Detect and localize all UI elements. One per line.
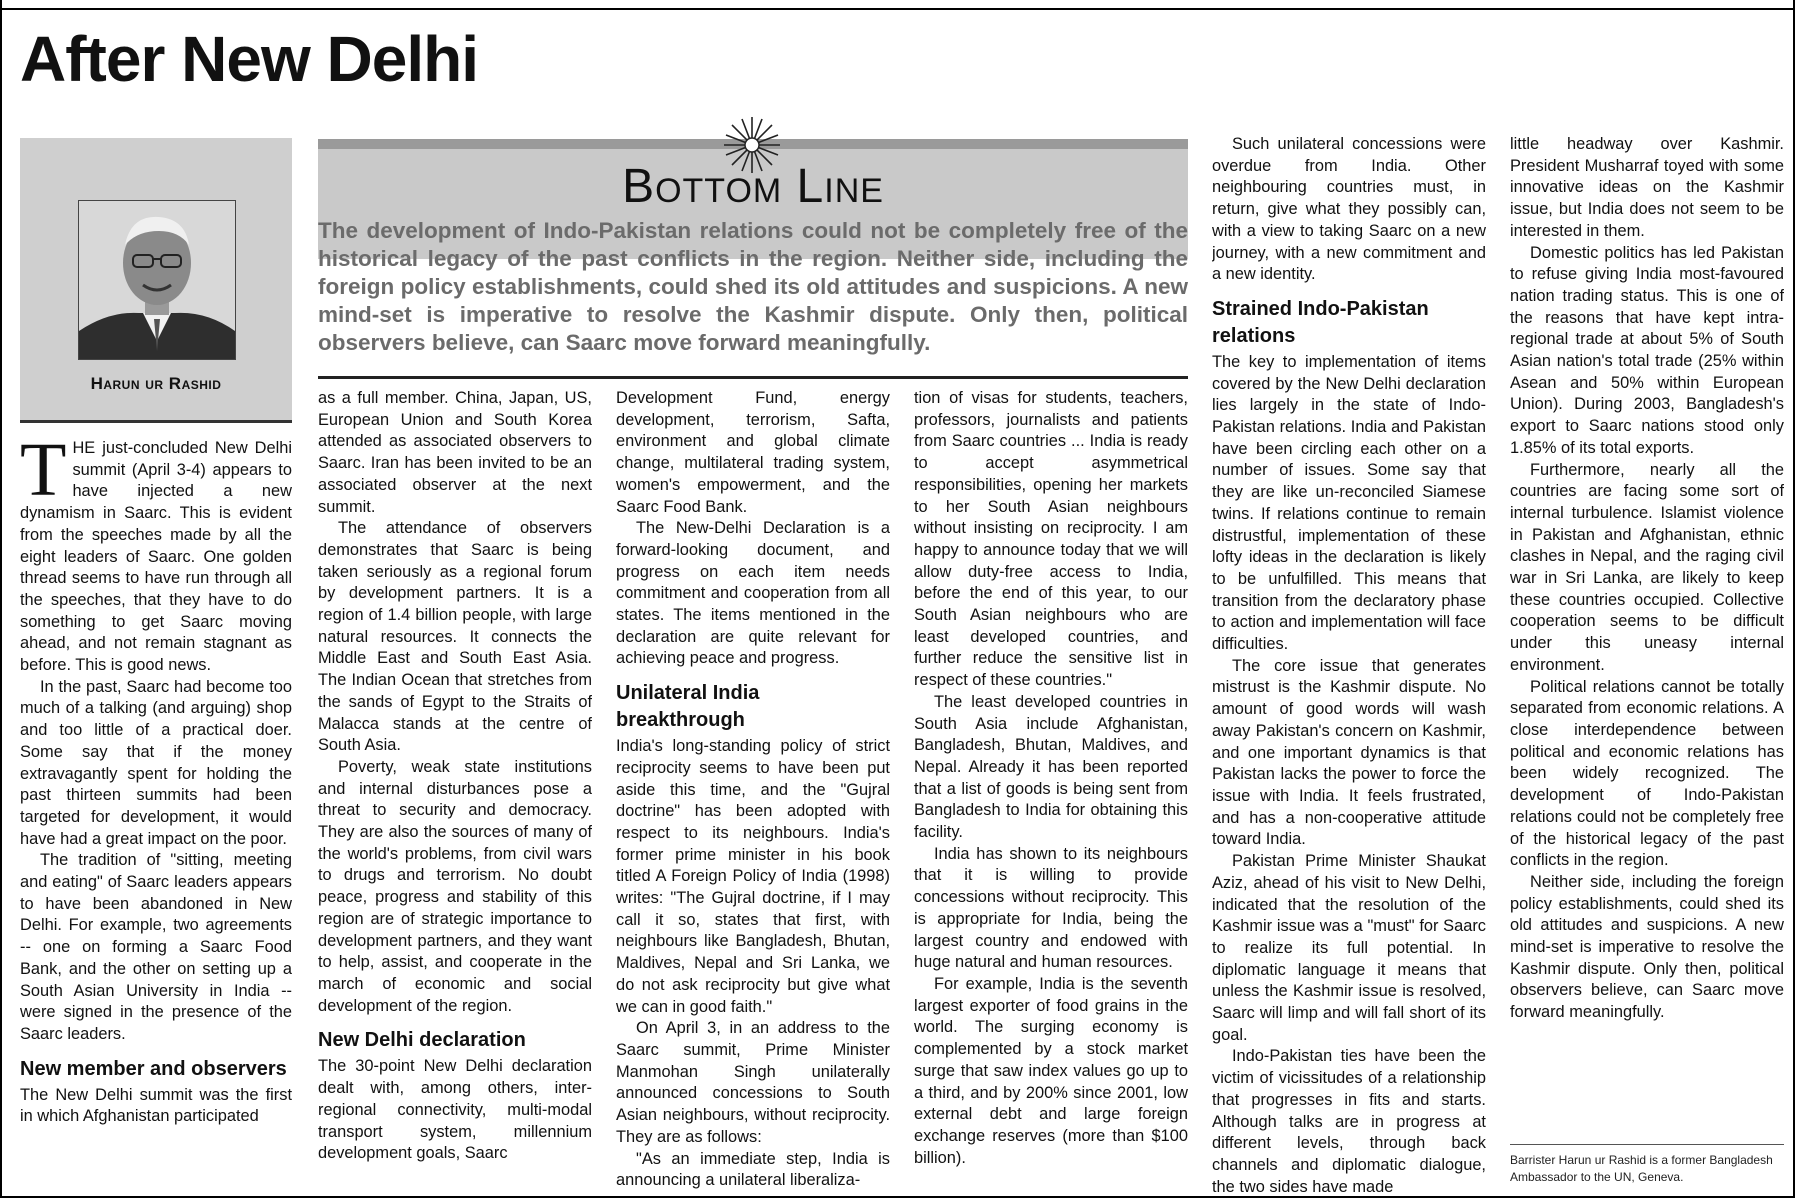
col5-paragraph-3: The core issue that generates mistrust is the Kashmir dispute. No amount of good words will wash away Pakistan's concern on Kashmir, and one important dynamics is that Pakistan lacks the power to force the issue with India. It feels frustrated, and has a non-cooperative attitude toward India. xyxy=(1212,656,1486,849)
col5-paragraph-1: Such unilateral concessions were overdue from India. Other neighbouring countries must, in return, give what they possibly can, with a view to taking Saarc on a new journey, with a new commitment and a new identity. xyxy=(1212,135,1486,284)
col2-paragraph-2: The attendance of observers demonstrates that Saarc is being taken seriously as a regional forum by development partners. It is a region of 1.4 billion people, with large natural resources. It connects the Middle East and South East Asia. The Indian Ocean that stretches from the sands of Egypt to the Straits of Malacca stands at the centre of South Asia. xyxy=(318,519,592,755)
col6-paragraph-3: Furthermore, nearly all the countries are facing some sort of internal turbulence. Islamist violence in Pakistan and Afghanistan, ethnic clashes in Nepal, and the raging civil war in Sri Lanka, are likely to keep these countries occupied. Collective cooperation seems to be difficult under this uneasy internal environment. xyxy=(1510,460,1784,674)
author-photo xyxy=(78,200,236,360)
bottom-line-text: The development of Indo-Pakistan relations could not be completely free of the historical legacy of the past conflicts in the region. Neither side, including the foreign policy establishments, could shed its old attitudes and suspicions. A new mind-set is imperative to resolve the Kashmir dispute. Only then, political observers believe, can Saarc move forward meaningfully. xyxy=(318,218,1188,355)
col3-paragraph-4: On April 3, in an address to the Saarc summit, Prime Minister Manmohan Singh unilaterally announced concessions to South Asian neighbours, without reciprocity. They are as follows: xyxy=(616,1019,890,1146)
page-top-rule xyxy=(0,0,1795,10)
subheading-new-delhi-declaration: New Delhi declaration xyxy=(318,1029,526,1052)
author-bio: Barrister Harun ur Rashid is a former Bangladesh Ambassador to the UN, Geneva. xyxy=(1510,1153,1773,1184)
author-name: Harun ur Rashid xyxy=(90,374,222,393)
bottom-line-rule xyxy=(318,376,1188,379)
column-2 xyxy=(318,388,592,1194)
bottom-line-title: Bottom Line xyxy=(622,160,884,213)
col3-paragraph-3: India's long-standing policy of strict reciprocity seems to have been put aside this time, and the "Gujral doctrine" has been adopted with respect to its neighbours. India's former prime minister in his book titled A Foreign Policy of India (1998) writes: "The Gujral doctrine, if I may call it so, states that first, with neighbours like Bangladesh, Bhutan, Maldives, Nepal and Sri Lanka, we do not ask reciprocity but give what we can in good faith." xyxy=(616,737,890,1016)
col5-paragraph-4: Pakistan Prime Minister Shaukat Aziz, ahead of his visit to New Delhi, indicated that the resolution of the Kashmir issue was a "must" for Saarc to realize its full potential. In diplomatic language it means that unless the Kashmir issue is resolved, Saarc will limp and will fall short of its goal. xyxy=(1212,852,1486,1044)
col4-paragraph-4: For example, India is the seventh largest exporter of food grains in the world. The surging economy is complemented by a stock market surge that saw index values go up to a third, and by 200% since 2001, low external debt and large foreign exchange reserves (more than $100 billion). xyxy=(914,974,1188,1167)
author-box xyxy=(20,138,292,423)
column-4 xyxy=(914,388,1188,1194)
col2-paragraph-3: Poverty, weak state institutions and internal disturbances pose a threat to security and democracy. They are also the sources of many of the world's problems, from civil wars to drugs and terrorism. No doubt peace, progress and stability of this region are of strategic importance to development partners, and they want to help, assist, and cooperate in the march of economic and social development of the region. xyxy=(318,757,592,1015)
col5-paragraph-2: The key to implementation of items covered by the New Delhi declaration lies largely in the state of Indo-Pakistan relations. India and Pakistan have been circling each other on a number of issues. Some say that they are like un-reconciled Siamese twins. If relations continue to remain distrustful, implementation of these lofty ideas in the declaration is likely to be unfulfilled. This means that transition from the declaratory phase to action and implementation will face difficulties. xyxy=(1212,352,1486,654)
subheading-unilateral-india: Unilateral India breakthrough xyxy=(616,682,760,732)
headline: After New Delhi xyxy=(20,23,478,95)
subheading-strained-relations: Strained Indo-Pakistan relations xyxy=(1212,297,1429,347)
bottom-line-box xyxy=(318,115,1188,357)
subheading-new-member: New member and observers xyxy=(20,1057,287,1080)
column-3 xyxy=(616,388,890,1194)
col4-paragraph-2: The least developed countries in South Asia include Afghanistan, Bangladesh, Bhutan, Maldives, and Nepal. Already it has been reported that a list of goods is being sent from Bangladesh to India for obtaining this facility. xyxy=(914,692,1188,842)
col5-paragraph-5: Indo-Pakistan ties have been the victim of vicissitudes of a relationship that progresses in fits and starts. Although talks are in progress at different levels, through back channels and diplomatic dialogue, the two sides have made xyxy=(1212,1047,1486,1194)
col4-paragraph-1: tion of visas for students, teachers, professors, journalists and patients from Saarc countries ... India is ready to accept asymmetrical responsibilities, opening her markets to her South Asian neighbours without insisting on reciprocity. I am happy to announce today that we will allow duty-free access to India, before the end of this year, to our South Asian neighbours who are least developed countries, and further reduce the sensitive list in respect of these countries." xyxy=(914,389,1188,690)
drop-cap: T xyxy=(20,438,67,512)
col3-paragraph-5: "As an immediate step, India is announcing a unilateral liberaliza- xyxy=(616,1149,890,1190)
page-left-rule xyxy=(0,0,2,1198)
col4-paragraph-3: India has shown to its neighbours that it is willing to provide concessions without reciprocity. This is appropriate for India, being the largest country and endowed with huge natural and human resources. xyxy=(914,844,1188,972)
col6-paragraph-1: little headway over Kashmir. President Musharraf toyed with some innovative ideas on the Kashmir issue, but India does not seem to be interested in them. xyxy=(1510,135,1784,240)
col1-paragraph-3: The tradition of "sitting, meeting and eating" of Saarc leaders appears to have been abandoned in New Delhi. For example, two agreements -- one on forming a Saarc Food Bank, and the other on setting up a South Asian University in India -- were signed in the presence of the Saarc leaders. xyxy=(20,851,292,1043)
col6-paragraph-4: Political relations cannot be totally separated from economic relations. A close interdependence between political and economic relations has been widely recognized. The development of Indo-Pakistan relations could not be completely free of the historical legacy of the past conflicts in the region. xyxy=(1510,677,1784,870)
column-5 xyxy=(1212,134,1486,1194)
col6-paragraph-5: Neither side, including the foreign policy establishments, could shed its old attitudes and suspicions. A new mind-set is imperative to resolve the Kashmir dispute. Only then, political observers believe, can Saarc move forward meaningfully. xyxy=(1510,872,1784,1022)
col2-paragraph-4: The 30-point New Delhi declaration dealt with, among others, inter-regional connectivity, multi-modal transport system, millennium development goals, Saarc xyxy=(318,1057,592,1163)
col2-paragraph-1: as a full member. China, Japan, US, European Union and South Korea attended as associated observers to Saarc. Iran has been invited to be an associated observer at the next summit. xyxy=(318,389,592,516)
author-portrait-icon xyxy=(79,201,235,359)
col1-paragraph-4: The New Delhi summit was the first in which Afghanistan participated xyxy=(20,1085,292,1126)
bio-rule xyxy=(1510,1144,1784,1145)
col3-paragraph-1: Development Fund, energy development, terrorism, Safta, environment and global climate change, multilateral trading system, women's empowerment, and the Saarc Food Bank. xyxy=(616,389,890,516)
col3-paragraph-2: The New-Delhi Declaration is a forward-looking document, and progress on each item needs commitment and cooperation from all states. The items mentioned in the declaration are quite relevant for achieving peace and progress. xyxy=(616,519,890,668)
col1-paragraph-1: HE just-concluded New Delhi summit (April 3-4) appears to have injected a new dynamism in Saarc. This is evident from the speeches made by all the eight leaders of Saarc. One golden thread seems to have run through all the speeches, that they have to do something to get Saarc moving ahead, and not remain stagnant as before. This is good news. xyxy=(20,439,292,675)
col6-paragraph-2: Domestic politics has led Pakistan to refuse giving India most-favoured nation trading status. This is one of the reasons that have kept intra-regional trade at about 5% of South Asian nation's total trade (25% within Asean and 50% within European Union). During 2003, Bangladesh's export to Saarc nations stood only 1.85% of its total exports. xyxy=(1510,243,1784,457)
column-6 xyxy=(1510,134,1784,1124)
col1-paragraph-2: In the past, Saarc had become too much of a talking (and arguing) shop and too little of a practical doer. Some say that if the money extravagantly spent for holding the past thirteen summits had been targeted for development, it would have had a great impact on the poor. xyxy=(20,677,292,848)
column-1 xyxy=(20,438,292,1194)
